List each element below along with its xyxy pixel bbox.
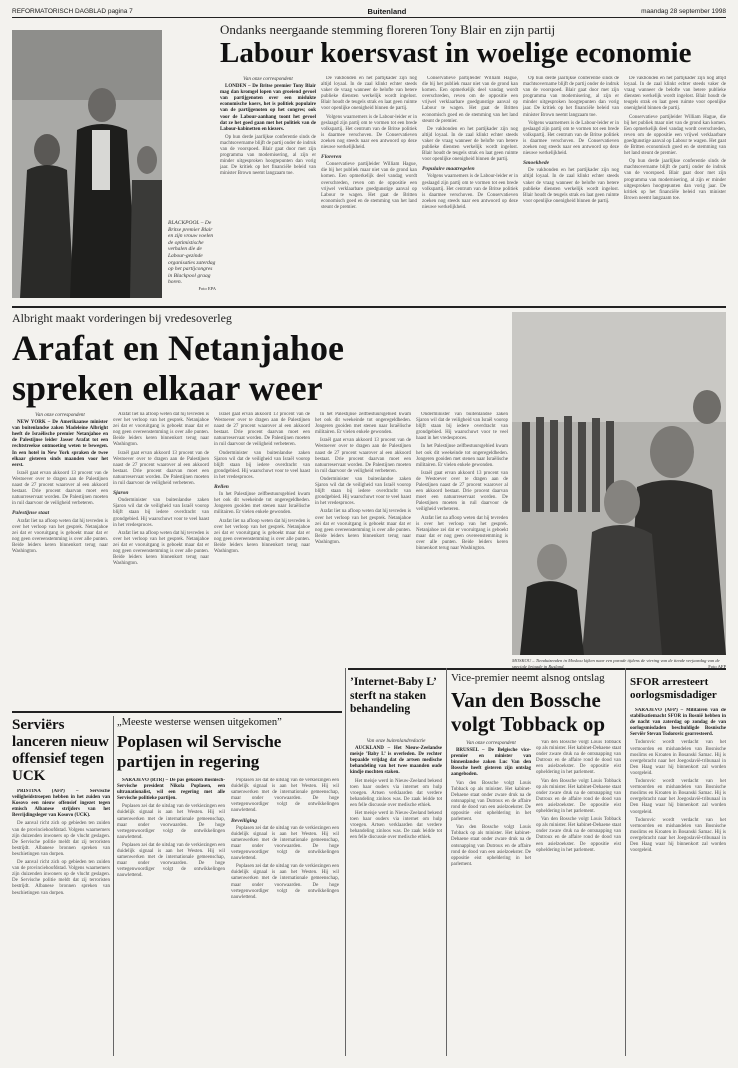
vdb-lead: BRUSSEL – De Belgische vice-premier en minister van binnenlandse zaken Luc Van den Bossche heeft gisteren zijn ontslag aangeboden. [451,748,531,778]
labour-col-5: De vakbonden en het partijkader zijn nog altijd loyaal. In de zaal klinkt echter steeds vaker de vraag wanneer de belofte van betere publieke diensten werkelijk wordt ingelost. Blair houdt de teugels strak en laat geen ruimte voor openlijke onenigheid binnen de partij. Conservatieve partijleider William Hague, die bij het publiek maar niet van de grond kan komen. Een opmerkelijk deel vandag wordt overschreden, reven om de oppositie een vrijwel verklaarbare goedgunstige aanval op Labour te wagen. Het gaat de Britten economisch goed en de stemming van het land steunt de premier. Op hun derde jaarlijkse conferentie sinds de machtsovername blijft de partij onder de indruk van de voorspoed. Blair gaat door met zijn programma van modernisering, al zijn er minder uitgesproken hoogtepunten dan vorig jaar. De kritiek op het financiële beleid van minister Brown neemt langzaam toe. [624,76,726,201]
vdb-headline: Van den Bossche volgt Tobback op [451,688,606,736]
labour-sub-floreren: Floreren [321,154,342,161]
moscow-photo [512,312,726,655]
baby-headline: ’Internet-Baby L’ sterft na staken behandeling [350,676,436,715]
vrule-4 [625,668,626,1056]
serb-sub-beveiliging: Beveiliging [231,817,258,824]
sfor-col-1: SARAJEVO (AFP) – Militairen van de stabilisatiemacht SFOR in Bosnië hebben in de nacht van zaterdag op zondag de van oorlogsmisdaden beschuldigde Bosnische Serviër Stevan Todorovic gearresteerd. Todorovic wordt verdacht van het vermoorden en mishandelen van Bosnische moslims en Kroaten in Bosanski Samac. Hij is overgebracht naar het Joegoslavië-tribunaal in Den Haag waar hij binnenkort zal worden voorgeleid. Todorovic wordt verdacht van het vermoorden en mishandelen van Bosnische moslims en Kroaten in Bosanski Samac. Hij is overgebracht naar het Joegoslavië-tribunaal in Den Haag waar hij binnenkort zal worden voorgeleid. Todorovic wordt verdacht van het vermoorden en mishandelen van Bosnische moslims en Kroaten in Bosanski Samac. Hij is overgebracht naar het Joegoslavië-tribunaal in Den Haag waar hij binnenkort zal worden voorgeleid. [630,708,726,854]
divider-1 [12,306,726,308]
moscow-photo-image [512,312,726,655]
serb-kicker: „Meeste westerse wensen uitgekomen” [117,717,282,728]
labour-lead: LONDEN – De Britse premier Tony Blair mag dan kromgel lopen van groeiend gevoel van partijgenoten over een mislukte economische koers, het is politiek populaire van de partijgenoten op het congres; ook voor de Labour-aanhang toont het gevoel dat ze het goed gaan met het politiek van de Labour-kabinetten en kiezers. [220,84,316,132]
vdb-col-1: Van onze correspondent BRUSSEL – De Belgische vice-premier en minister van binnenlandse zaken Luc Van den Bossche heeft gisteren zijn ontslag aangeboden. Van den Bossche volgt Louis Tobback op als minister. Het kabinet-Dehaene staat onder zware druk na de ontsnapping van Dutroux en de affaire rond de dood van een asielzoekster. De oppositie eist opheldering in het parlement. Van den Bossche volgt Louis Tobback op als minister. Het kabinet-Dehaene staat onder zware druk na de ontsnapping van Dutroux en de affaire rond de dood van een asielzoekster. De oppositie eist opheldering in het parlement. [451,740,531,867]
labour-kicker: Ondanks neergaande stemming floreren Tony Blair en zijn partij [220,22,556,37]
arafat-col-3: Israël gaat ervan akkoord 13 procent van de Westoever over te dragen aan de Palestijnen naast de 27 procent waarover al een akkoord bestaat. Drie procent daarvan moet een natuurreservaat worden. De Palestijnen moeten in ruil daarvoor de veiligheid verbeteren. Onderminister van buitenlandse zaken Sjaron wil dat de veiligheid van Israël voorop blijft staan bij iedere overdracht van grondgebied. Hij waarschuwt voor te veel haast in het vredesproces. Rellen In het Palestijnse zelfbestuursgebied kwam het ook dit weekeinde tot ongeregeldheden. Jongeren gooiden met stenen naar Israëlische militairen. Er vielen enkele gewonden. Arafat liet na afloop weten dat hij tevreden is over het verloop van het gesprek. Netanjahoe zei dat er vooruitgang is geboekt maar dat er nog geen overeenstemming is over alle punten. Beide leiders keren binnenkort terug naar Washington. [214,412,310,554]
serb-col-2: Poplasen zei dat de uitslag van de verkiezingen een duidelijk signaal is aan het Westen. Hij wil samenwerken met de internationale gemeenschap, maar onder voorwaarden. De hoge vertegenwoordiger volgt de ontwikkelingen nauwlettend. Beveiliging Poplasen zei dat de uitslag van de verkiezingen een duidelijk signaal is aan het Westen. Hij wil samenwerken met de internationale gemeenschap, maar onder voorwaarden. De hoge vertegenwoordiger volgt de ontwikkelingen nauwlettend. Poplasen zei dat de uitslag van de verkiezingen een duidelijk signaal is aan het Westen. Hij wil samenwerken met de internationale gemeenschap, maar onder voorwaarden. De hoge vertegenwoordiger volgt de ontwikkelingen nauwlettend. [231,778,339,900]
arafat-byline: Van onze correspondent [35,412,85,418]
blair-photo [12,30,162,298]
vrule-1 [113,716,114,1056]
vdb-col-2: Van den Bossche volgt Louis Tobback op als minister. Het kabinet-Dehaene staat onder zware druk na de ontsnapping van Dutroux en de affaire rond de dood van een asielzoekster. De oppositie eist opheldering in het parlement. Van den Bossche volgt Louis Tobback op als minister. Het kabinet-Dehaene staat onder zware druk na de ontsnapping van Dutroux en de affaire rond de dood van een asielzoekster. De oppositie eist opheldering in het parlement. Van den Bossche volgt Louis Tobback op als minister. Het kabinet-Dehaene staat onder zware druk na de ontsnapping van Dutroux en de affaire rond de dood van een asielzoekster. De oppositie eist opheldering in het parlement. [536,740,621,853]
arafat-lead: NEW YORK – De Amerikaanse minister van buitenlandse zaken Madeleine Albright heeft de Israëlische premier Netanjahoe en de Palestijnse leider Jasser Arafat tot een rechtstreekse ontmoeting weten te bewegen. In een hotel in New York spraken de twee elkaar gisteren sinds maanden voor het eerst. [12,420,108,468]
labour-sub-populaire: Populaire maatregelen [422,166,475,173]
sfor-lead: SARAJEVO (AFP) – Militairen van de stabilisatiemacht SFOR in Bosnië hebben in de nacht van zaterdag op zondag de van oorlogsmisdaden beschuldigde Bosnische Serviër Stevan Todorovic gearresteerd. [630,708,726,738]
blair-photo-credit: Foto EPA [198,285,216,291]
serb-col-1: SARAJEVO (RTR) – De pas gekozen Bosnisch-Servische president Nikola Poplasen, een ultranationalist, wil een regering met alle Servische politieke partijen. Poplasen zei dat de uitslag van de verkiezingen een duidelijk signaal is aan het Westen. Hij wil samenwerken met de internationale gemeenschap, maar onder voorwaarden. De hoge vertegenwoordiger volgt de ontwikkelingen nauwlettend. Poplasen zei dat de uitslag van de verkiezingen een duidelijk signaal is aan het Westen. Hij wil samenwerken met de internationale gemeenschap, maar onder voorwaarden. De hoge vertegenwoordiger volgt de ontwikkelingen nauwlettend. [117,778,225,879]
arafat-col-1: Van onze correspondent NEW YORK – De Amerikaanse minister van buitenlandse zaken Madeleine Albright heeft de Israëlische premier Netanjahoe en de Palestijnse leider Jasser Arafat tot een rechtstreekse ontmoeting weten te bewegen. In een hotel in New York spraken de twee elkaar gisteren sinds maanden voor het eerst. Israël gaat ervan akkoord 13 procent van de Westoever over te dragen aan de Palestijnen naast de 27 procent waarover al een akkoord bestaat. Drie procent daarvan moet een natuurreservaat worden. De Palestijnen moeten in ruil daarvoor de veiligheid verbeteren. Palestijnse staat Arafat liet na afloop weten dat hij tevreden is over het verloop van het gesprek. Netanjahoe zei dat er vooruitgang is geboekt maar dat er nog geen overeenstemming is over alle punten. Beide leiders keren binnenkort terug naar Washington. [12,412,108,554]
vdb-byline: Van onze correspondent [466,740,516,746]
arafat-col-5: Onderminister van buitenlandse zaken Sjaron wil dat de veiligheid van Israël voorop blijft staan bij iedere overdracht van grondgebied. Hij waarschuwt voor te veel haast in het vredesproces. In het Palestijnse zelfbestuursgebied kwam het ook dit weekeinde tot ongeregeldheden. Jongeren gooiden met stenen naar Israëlische militairen. Er vielen enkele gewonden. Israël gaat ervan akkoord 13 procent van de Westoever over te dragen aan de Palestijnen naast de 27 procent waarover al een akkoord bestaat. Drie procent daarvan moet een natuurreservaat worden. De Palestijnen moeten in ruil daarvoor de veiligheid verbeteren. Arafat liet na afloop weten dat hij tevreden is over het verloop van het gesprek. Netanjahoe zei dat er vooruitgang is geboekt maar dat er nog geen overeenstemming is over alle punten. Beide leiders keren binnenkort terug naar Washington. [416,412,508,551]
moscow-photo-credit: Foto AFP [708,663,726,669]
vrule-2 [345,668,346,1056]
page-header [12,5,726,18]
arafat-sub-rellen: Rellen [214,484,229,491]
header-date: maandag 28 september 1998 [641,7,726,15]
moscow-caption: MOSKOU – Tienduizenden in Moskou kijken naar een parade tijdens de viering van de tiende verjaardag van de speciale brigade in Rusland. Foto AFP [512,658,726,669]
uck-headline: Serviërs lanceren nieuw offensief tegen UCK [12,717,109,784]
header-left: REFORMATORISCH DAGBLAD pagina 7 [12,7,133,15]
baby-col-1: Van onze buitenlandredactie AUCKLAND – Het Nieuw-Zeelandse meisje ’Baby L’ is overleden. De rechter bepaalde vrijdag dat de artsen medische behandeling van het twee maanden oude kindje mochten staken. Het meisje werd in Nieuw-Zeeland bekend toen haar ouders via internet om hulp vroegen. Artsen verklaarden dat verdere behandeling zinloos was. De zaak leidde tot een felle discussie over medische ethiek. Het meisje werd in Nieuw-Zeeland bekend toen haar ouders via internet om hulp vroegen. Artsen verklaarden dat verdere behandeling zinloos was. De zaak leidde tot een felle discussie over medische ethiek. [350,738,442,841]
sfor-headline: SFOR arresteert oorlogsmisdadiger [630,676,717,701]
labour-byline: Van onze correspondent [243,76,293,82]
arafat-sub-staat: Palestijnse staat [12,510,50,517]
labour-headline: Labour koersvast in woelige economie [220,37,692,69]
arafat-col-2: Arafat liet na afloop weten dat hij tevreden is over het verloop van het gesprek. Netanjahoe zei dat er vooruitgang is geboekt maar dat er nog geen overeenstemming is over alle punten. Beide leiders keren binnenkort terug naar Washington. Israël gaat ervan akkoord 13 procent van de Westoever over te dragen aan de Palestijnen naast de 27 procent waarover al een akkoord bestaat. Drie procent daarvan moet een natuurreservaat worden. De Palestijnen moeten in ruil daarvoor de veiligheid verbeteren. Sjaron Onderminister van buitenlandse zaken Sjaron wil dat de veiligheid van Israël voorop blijft staan bij iedere overdracht van grondgebied. Hij waarschuwt voor te veel haast in het vredesproces. Arafat liet na afloop weten dat hij tevreden is over het verloop van het gesprek. Netanjahoe zei dat er vooruitgang is geboekt maar dat er nog geen overeenstemming is over alle punten. Beide leiders keren binnenkort terug naar Washington. [113,412,209,567]
blair-photo-image [12,30,162,298]
serb-lead: SARAJEVO (RTR) – De pas gekozen Bosnisch-Servische president Nikola Poplasen, een ultranationalist, wil een regering met alle Servische politieke partijen. [117,778,225,802]
divider-3 [348,668,726,670]
arafat-headline: Arafat en Netanjahoe spreken elkaar weer [12,328,344,408]
blair-caption: BLACKPOOL – De Britse premier Blair en zijn vrouw voelen de optimistische verhalen die de Labour-gezinde organisaties zaterdag op het partijcongres in Blackpool graag horen. Foto EPA [168,220,216,291]
uck-lead: PRISTINA (AFP) – Servische veiligheidstroepen hebben in het zuiden van Kosovo een nieuw offensief ingezet tegen etnisch Albanese strijders van het Bevrijdingsleger van Kosovo (UCK). [12,789,110,819]
labour-col-4: Op hun derde jaarlijkse conferentie sinds de machtsovername blijft de partij onder de indruk van de voorspoed. Blair gaat door met zijn programma van modernisering, al zijn er minder uitgesproken hoogtepunten dan vorig jaar. De kritiek op het financiële beleid van minister Brown neemt langzaam toe. Volgens waarnemers is de Labour-leider er in geslaagd zijn partij om te vormen tot een brede volkspartij. Het centrum van de Britse politiek is daarmee verschoven. De Conservatieven zoeken nog steeds naar een antwoord op deze nieuwe werkelijkheid. Smoekbede De vakbonden en het partijkader zijn nog altijd loyaal. In de zaal klinkt echter steeds vaker de vraag wanneer de belofte van betere publieke diensten werkelijk wordt ingelost. Blair houdt de teugels strak en laat geen ruimte voor openlijke onenigheid binnen de partij. [523,76,619,204]
baby-lead: AUCKLAND – Het Nieuw-Zeelandse meisje ’Baby L’ is overleden. De rechter bepaalde vrijdag dat de artsen medische behandeling van het twee maanden oude kindje mochten staken. [350,746,442,776]
labour-sub-smoekbede: Smoekbede [523,160,550,167]
vrule-3 [446,668,447,1056]
arafat-col-4: In het Palestijnse zelfbestuursgebied kwam het ook dit weekeinde tot ongeregeldheden. Jongeren gooiden met stenen naar Israëlische militairen. Er vielen enkele gewonden. Israël gaat ervan akkoord 13 procent van de Westoever over te dragen aan de Palestijnen naast de 27 procent waarover al een akkoord bestaat. Drie procent daarvan moet een natuurreservaat worden. De Palestijnen moeten in ruil daarvoor de veiligheid verbeteren. Onderminister van buitenlandse zaken Sjaron wil dat de veiligheid van Israël voorop blijft staan bij iedere overdracht van grondgebied. Hij waarschuwt voor te veel haast in het vredesproces. Arafat liet na afloop weten dat hij tevreden is over het verloop van het gesprek. Netanjahoe zei dat er vooruitgang is geboekt maar dat er nog geen overeenstemming is over alle punten. Beide leiders keren binnenkort terug naar Washington. [315,412,411,545]
uck-col-1: PRISTINA (AFP) – Servische veiligheidstroepen hebben in het zuiden van Kosovo een nieuw offensief ingezet tegen etnisch Albanese strijders van het Bevrijdingsleger van Kosovo (UCK). De aanval richt zich op gebieden ten zuiden van de provinciehoofdstad. Volgens waarnemers zijn duizenden inwoners op de vlucht geslagen. De Servische politie meldt dat zij terroristen bestrijdt. Albanese bronnen spreken van beschietingen van dorpen. De aanval richt zich op gebieden ten zuiden van de provinciehoofdstad. Volgens waarnemers zijn duizenden inwoners op de vlucht geslagen. De Servische politie meldt dat zij terroristen bestrijdt. Albanese bronnen spreken van beschietingen van dorpen. [12,789,110,896]
serb-headline: Poplasen wil Servische partijen in regering [117,732,282,771]
labour-col-1: Van onze correspondent LONDEN – De Britse premier Tony Blair mag dan kromgel lopen van groeiend gevoel van partijgenoten over een mislukte economische koers, het is politiek populaire van de partijgenoten op het congres; ook voor de Labour-aanhang toont het gevoel dat ze het goed gaan met het politiek van de Labour-kabinetten en kiezers. Op hun derde jaarlijkse conferentie sinds de machtsovername blijft de partij onder de indruk van de voorspoed. Blair gaat door met zijn programma van modernisering, al zijn er minder uitgesproken hoogtepunten dan vorig jaar. De kritiek op het financiële beleid van minister Brown neemt langzaam toe. [220,76,316,177]
arafat-kicker: Albright maakt vorderingen bij vredesoverleg [12,311,232,325]
labour-col-2: De vakbonden en het partijkader zijn nog altijd loyaal. In de zaal klinkt echter steeds vaker de vraag wanneer de belofte van betere publieke diensten werkelijk wordt ingelost. Blair houdt de teugels strak en laat geen ruimte voor openlijke onenigheid binnen de partij. Volgens waarnemers is de Labour-leider er in geslaagd zijn partij om te vormen tot een brede volkspartij. Het centrum van de Britse politiek is daarmee verschoven. De Conservatieven zoeken nog steeds naar een antwoord op deze nieuwe werkelijkheid. Floreren Conservatieve partijleider William Hague, die bij het publiek maar niet van de grond kan komen. Een opmerkelijk deel vandag wordt overschreden, reven om de oppositie een vrijwel verklaarbare goedgunstige aanval op Labour te wagen. Het gaat de Britten economisch goed en de stemming van het land steunt de premier. [321,76,417,210]
arafat-sub-sjaron: Sjaron [113,490,129,497]
labour-col-3: Conservatieve partijleider William Hague, die bij het publiek maar niet van de grond kan komen. Een opmerkelijk deel vandag wordt overschreden, reven om de oppositie een vrijwel verklaarbare goedgunstige aanval op Labour te wagen. Het gaat de Britten economisch goed en de stemming van het land steunt de premier. De vakbonden en het partijkader zijn nog altijd loyaal. In de zaal klinkt echter steeds vaker de vraag wanneer de belofte van betere publieke diensten werkelijk wordt ingelost. Blair houdt de teugels strak en laat geen ruimte voor openlijke onenigheid binnen de partij. Populaire maatregelen Volgens waarnemers is de Labour-leider er in geslaagd zijn partij om te vormen tot een brede volkspartij. Het centrum van de Britse politiek is daarmee verschoven. De Conservatieven zoeken nog steeds naar een antwoord op deze nieuwe werkelijkheid. [422,76,518,210]
baby-byline: Van onze buitenlandredactie [366,738,426,744]
section-title: Buitenland [367,6,407,16]
divider-2 [12,711,342,713]
vdb-kicker: Vice-premier neemt alsnog ontslag [451,672,605,684]
